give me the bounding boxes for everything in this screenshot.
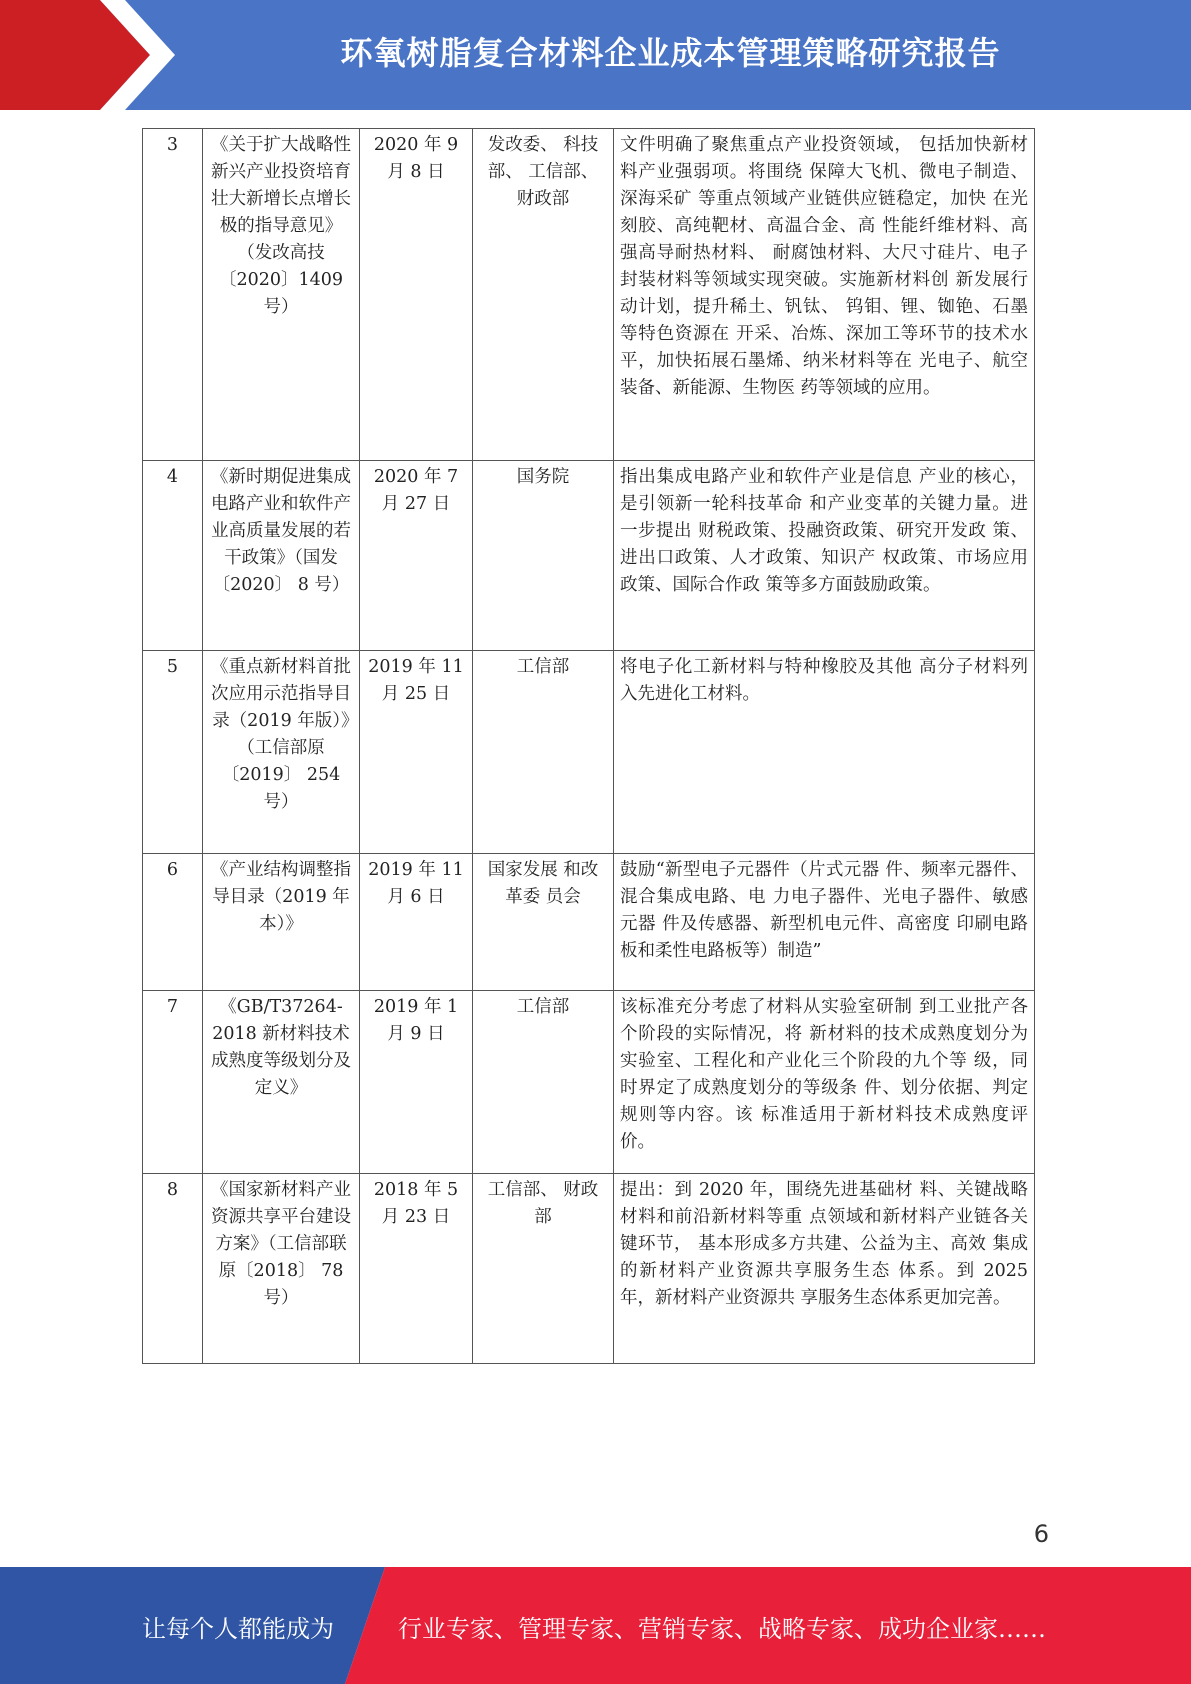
row-number: 8	[143, 1174, 203, 1364]
report-title: 环氧树脂复合材料企业成本管理策略研究报告	[340, 34, 1001, 72]
policy-content: 文件明确了聚焦重点产业投资领域， 包括加快新材料产业强弱项。将围绕 保障大飞机、微电子制造、深海采矿 等重点领域产业链供应链稳定，加快 在光刻胶、高纯靶材、高温合金、高 性能纤维材料、高强高导耐热材料、 耐腐蚀材料、大尺寸硅片、电子封装材料等领域实现突破。实施新材料创 新发展行动计划，提升稀土、钒钛、 钨钼、锂、铷铯、石墨等特色资源在 开采、冶炼、深加工等环节的技术水 平，加快拓展石墨烯、纳米材料等在 光电子、航空装备、新能源、生物医 药等领域的应用。	[614, 129, 1035, 461]
policy-table	[142, 128, 1035, 1364]
issue-date: 2020 年 9 月 8 日	[360, 129, 473, 461]
policy-title: 《GB/T37264-2018 新材料技术成熟度等级划分及定义》	[203, 991, 360, 1174]
policy-content: 提出：到 2020 年，围绕先进基础材 料、关键战略材料和前沿新材料等重 点领域和新材料产业链各关键环节， 基本形成多方共建、公益为主、高效 集成的新材料产业资源共享服务生态 体系。到 2025 年，新材料产业资源共 享服务生态体系更加完善。	[614, 1174, 1035, 1364]
issue-date: 2020 年 7 月 27 日	[360, 461, 473, 651]
policy-title: 《新时期促进集成电路产业和软件产业高质量发展的若干政策》（国发〔2020〕 8 号）	[203, 461, 360, 651]
policy-title: 《重点新材料首批次应用示范指导目录（2019 年版）》（工信部原〔2019〕 254 号）	[203, 651, 360, 854]
row-number: 7	[143, 991, 203, 1174]
row-number: 5	[143, 651, 203, 854]
issue-date: 2019 年 1 月 9 日	[360, 991, 473, 1174]
page-number: 6	[1033, 1520, 1049, 1548]
issuing-department: 工信部、 财政部	[473, 1174, 614, 1364]
page-header	[0, 0, 1191, 110]
table-row	[143, 129, 1035, 461]
policy-content: 该标准充分考虑了材料从实验室研制 到工业批产各个阶段的实际情况，将 新材料的技术成熟度划分为实验室、工程化和产业化三个阶段的九个等 级，同时界定了成熟度划分的等级条 件、划分依据、判定规则等内容。该 标准适用于新材料技术成熟度评价。	[614, 991, 1035, 1174]
policy-content: 鼓励“新型电子元器件（片式元器 件、频率元器件、混合集成电路、电 力电子器件、光电子器件、敏感元器 件及传感器、新型机电元件、高密度 印刷电路板和柔性电路板等）制造”	[614, 854, 1035, 991]
table-row	[143, 651, 1035, 854]
footer-slogan-right: 行业专家、管理专家、营销专家、战略专家、成功企业家……	[398, 1615, 1046, 1643]
policy-title: 《国家新材料产业资源共享平台建设方案》（工信部联原〔2018〕 78 号）	[203, 1174, 360, 1364]
footer-slogan-left: 让每个人都能成为	[142, 1615, 334, 1643]
issue-date: 2019 年 11 月 6 日	[360, 854, 473, 991]
policy-content: 将电子化工新材料与特种橡胶及其他 高分子材料列入先进化工材料。	[614, 651, 1035, 854]
table-row	[143, 461, 1035, 651]
issuing-department: 工信部	[473, 651, 614, 854]
row-number: 6	[143, 854, 203, 991]
issuing-department: 工信部	[473, 991, 614, 1174]
table-row	[143, 991, 1035, 1174]
issue-date: 2019 年 11 月 25 日	[360, 651, 473, 854]
issue-date: 2018 年 5 月 23 日	[360, 1174, 473, 1364]
issuing-department: 国家发展 和改革委 员会	[473, 854, 614, 991]
policy-title: 《产业结构调整指导目录（2019 年本）》	[203, 854, 360, 991]
table-row	[143, 1174, 1035, 1364]
page-footer	[0, 1567, 1191, 1684]
issuing-department: 国务院	[473, 461, 614, 651]
policy-content: 指出集成电路产业和软件产业是信息 产业的核心，是引领新一轮科技革命 和产业变革的关键力量。进一步提出 财税政策、投融资政策、研究开发政 策、进出口政策、人才政策、知识产 权政策、市场应用政策、国际合作政 策等多方面鼓励政策。	[614, 461, 1035, 651]
issuing-department: 发改委、 科技部、 工信部、 财政部	[473, 129, 614, 461]
table-row	[143, 854, 1035, 991]
row-number: 3	[143, 129, 203, 461]
row-number: 4	[143, 461, 203, 651]
policy-title: 《关于扩大战略性新兴产业投资培育壮大新增长点增长极的指导意见》（发改高技〔2020〕1409 号）	[203, 129, 360, 461]
